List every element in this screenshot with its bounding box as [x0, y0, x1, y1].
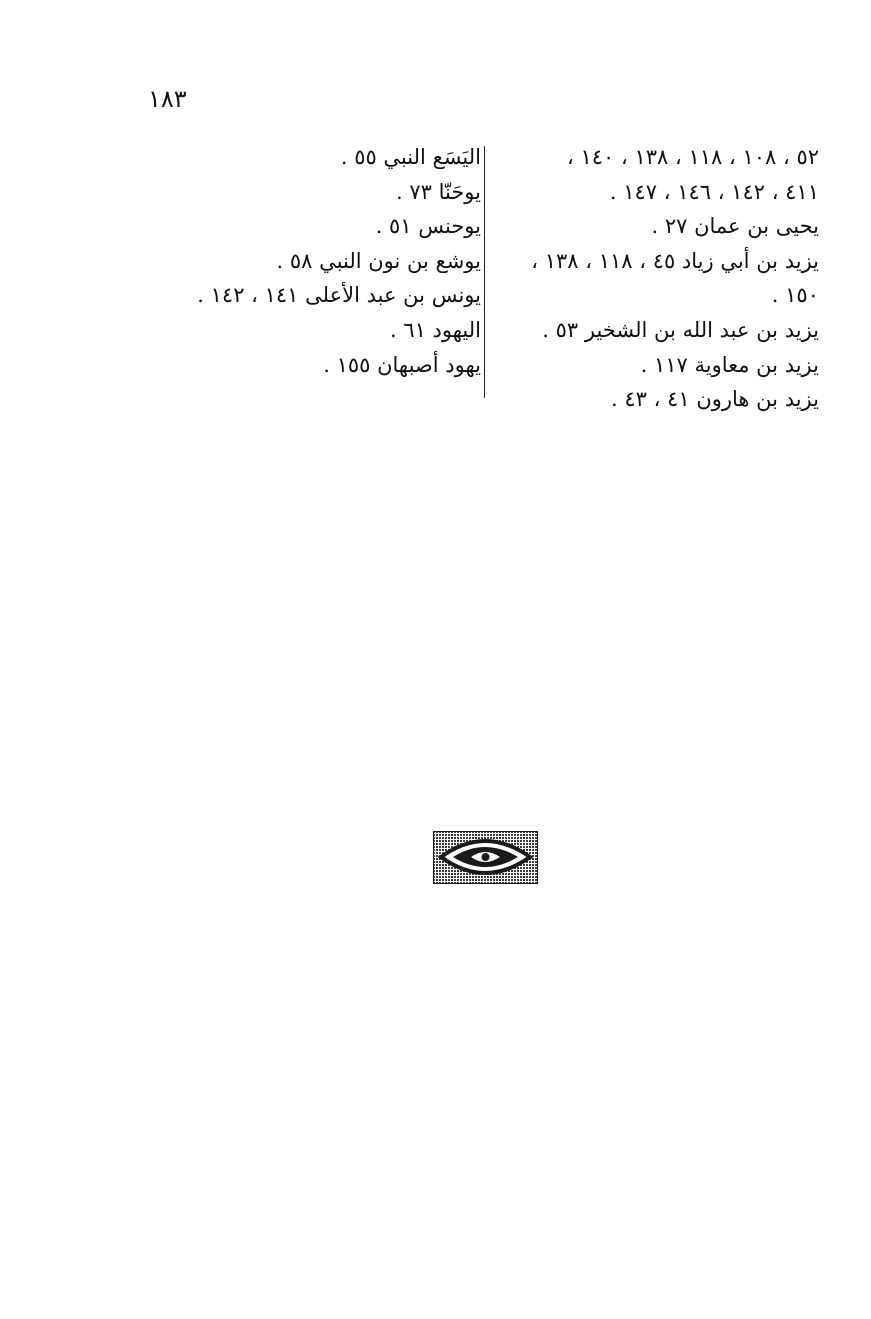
index-column-right — [489, 140, 819, 417]
column-divider — [484, 146, 485, 398]
index-entry: يوحَنّا ٧٣ . — [395, 179, 481, 204]
index-entry: يونس بن عبد الأعلى ١٤١ ، ١٤٢ . — [197, 283, 481, 308]
index-entry: يوشع بن نون النبي ٥٨ . — [276, 248, 481, 273]
index-entry: اليَسَع النبي ٥٥ . — [340, 145, 481, 169]
index-entry: يزيد بن أبي زياد ٤٥ ، ١١٨ ، ١٣٨ ، — [531, 248, 819, 273]
index-entry: يحيى بن عمان ٢٧ . — [651, 214, 819, 239]
index-entry: ١٥٠ . — [771, 283, 819, 308]
page-number: ١٨٣ — [148, 85, 187, 113]
index-entry: يوحنس ٥١ . — [375, 214, 481, 239]
index-entry: يزيد بن عبد الله بن الشخير ٥٣ . — [542, 317, 819, 342]
index-entry: ٥٢ ، ١٠٨ ، ١١٨ ، ١٣٨ ، ١٤٠ ، — [567, 145, 819, 169]
index-entry: يهود أصبهان ١٥٥ . — [323, 352, 481, 377]
index-column-left — [151, 140, 481, 382]
index-entry: ٤١١ ، ١٤٢ ، ١٤٦ ، ١٤٧ . — [609, 179, 819, 204]
index-entry: اليهود ٦١ . — [389, 317, 481, 342]
decorative-ornament-icon — [433, 831, 538, 884]
index-entry: يزيد بن هارون ٤١ ، ٤٣ . — [611, 387, 819, 412]
index-entry: يزيد بن معاوية ١١٧ . — [640, 352, 819, 377]
